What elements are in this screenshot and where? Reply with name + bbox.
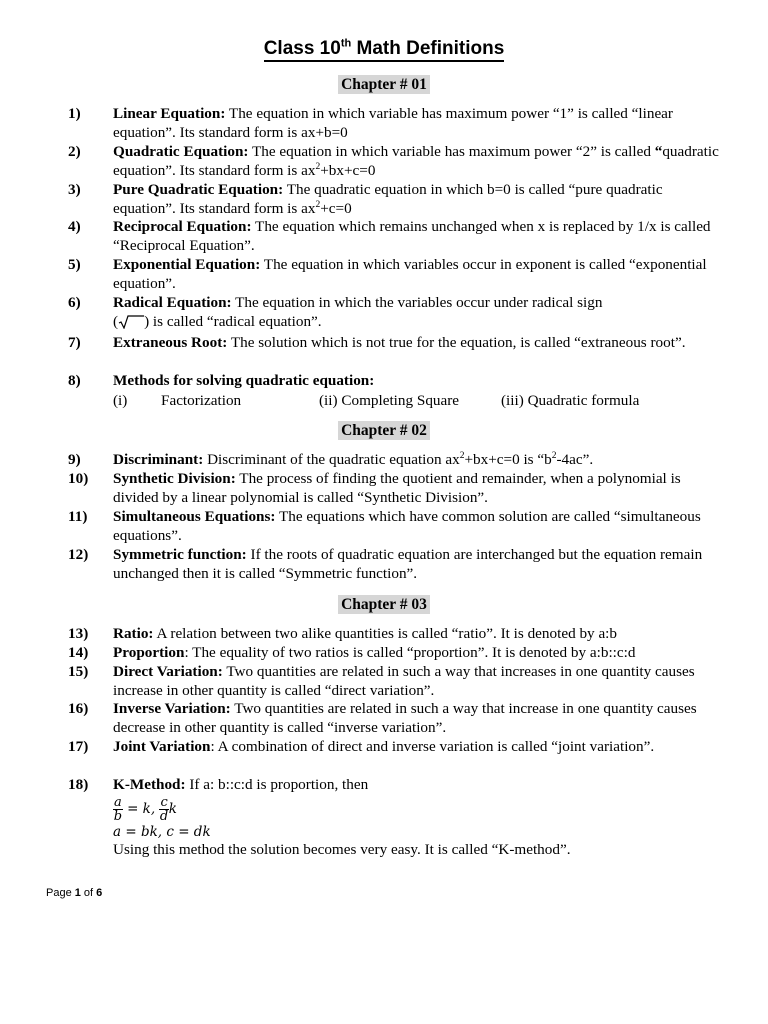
- definition-item: 7) Extraneous Root: The solution which is not true for the equation, is called “extraneous root”.: [68, 334, 686, 351]
- definition-item: 2) Quadratic Equation: The equation in which variable has maximum power “2” is called “quadratic equation”. Its standard form is $ax^2+bx+c=0$: [68, 143, 719, 179]
- page-footer: Page 1 of 6: [46, 887, 103, 899]
- definition-item: 8) Methods for solving quadratic equation: (i) Factorization (ii) Completing Square (iii) Quadratic formula: [68, 372, 640, 409]
- definition-item: 6) Radical Equation: The equation in which the variables occur under radical sign ( ) is called “radical equation”.: [68, 294, 603, 330]
- definition-item: 3) Pure Quadratic Equation: The quadratic equation in which b=0 is called “pure quadratic equation”. Its standard form is $ax^2+c=0$: [68, 181, 663, 217]
- definition-item: 13) Ratio: A relation between two alike quantities is called “ratio”. It is denoted by a:b: [68, 625, 617, 642]
- definition-item: 17) Joint Variation: A combination of direct and inverse variation is called “joint variation”.: [68, 738, 655, 755]
- definition-item: 1) Linear Equation: The equation in which variable has maximum power “1” is called “linear equation”. Its standard form is ax+b=0: [68, 105, 673, 141]
- k-method-fraction: $\frac{a}{b}$ = k, $\frac{c}{d}$ k: [113, 794, 177, 824]
- definition-item: 15) Direct Variation: Two quantities are related in such a way that increases in one quantity causes increase in other quantity is called “direct variation”.: [68, 663, 695, 699]
- definition-item: 18) K-Method: If a: b::c:d is proportion, then $\frac{a}{b}$ = k, $\frac{c}{d}$ k a = bk, c = dk Using this method the solution becomes very easy. It is called “K-method”.: [68, 776, 728, 860]
- chapter-heading: Chapter # 02: [0, 422, 768, 440]
- definition-item: 9) Discriminant: Discriminant of the quadratic equation $ax^2+bx+c=0$ is “$b^2-4ac$”.: [68, 450, 594, 468]
- definition-item: 10) Synthetic Division: The process of finding the quotient and remainder, when a polynomial is divided by a linear polynomial is called “Synthetic Division”.: [68, 470, 681, 506]
- definition-item: 4) Reciprocal Equation: The equation which remains unchanged when x is replaced by 1/x is called “Reciprocal Equation”.: [68, 218, 711, 254]
- definition-item: 11) Simultaneous Equations: The equations which have common solution are called “simultaneous equations”.: [68, 508, 701, 544]
- page-title: Class 10th Math Definitions: [0, 38, 768, 60]
- definition-item: 5) Exponential Equation: The equation in which variables occur in exponent is called “exponential equation”.: [68, 256, 707, 292]
- radical-sign-icon: [118, 315, 144, 329]
- k-method-equation: a = bk, c = dk: [113, 823, 211, 840]
- chapter-heading: Chapter # 01: [0, 76, 768, 94]
- definition-item: 14) Proportion: The equality of two ratios is called “proportion”. It is denoted by a:b::c:d: [68, 644, 636, 661]
- chapter-heading: Chapter # 03: [0, 596, 768, 614]
- definition-item: 12) Symmetric function: If the roots of quadratic equation are interchanged but the equation remain unchanged then it is called “Symmetric function”.: [68, 546, 703, 582]
- definition-item: 16) Inverse Variation: Two quantities are related in such a way that increase in one quantity causes decrease in other quantity is called “inverse variation”.: [68, 700, 697, 736]
